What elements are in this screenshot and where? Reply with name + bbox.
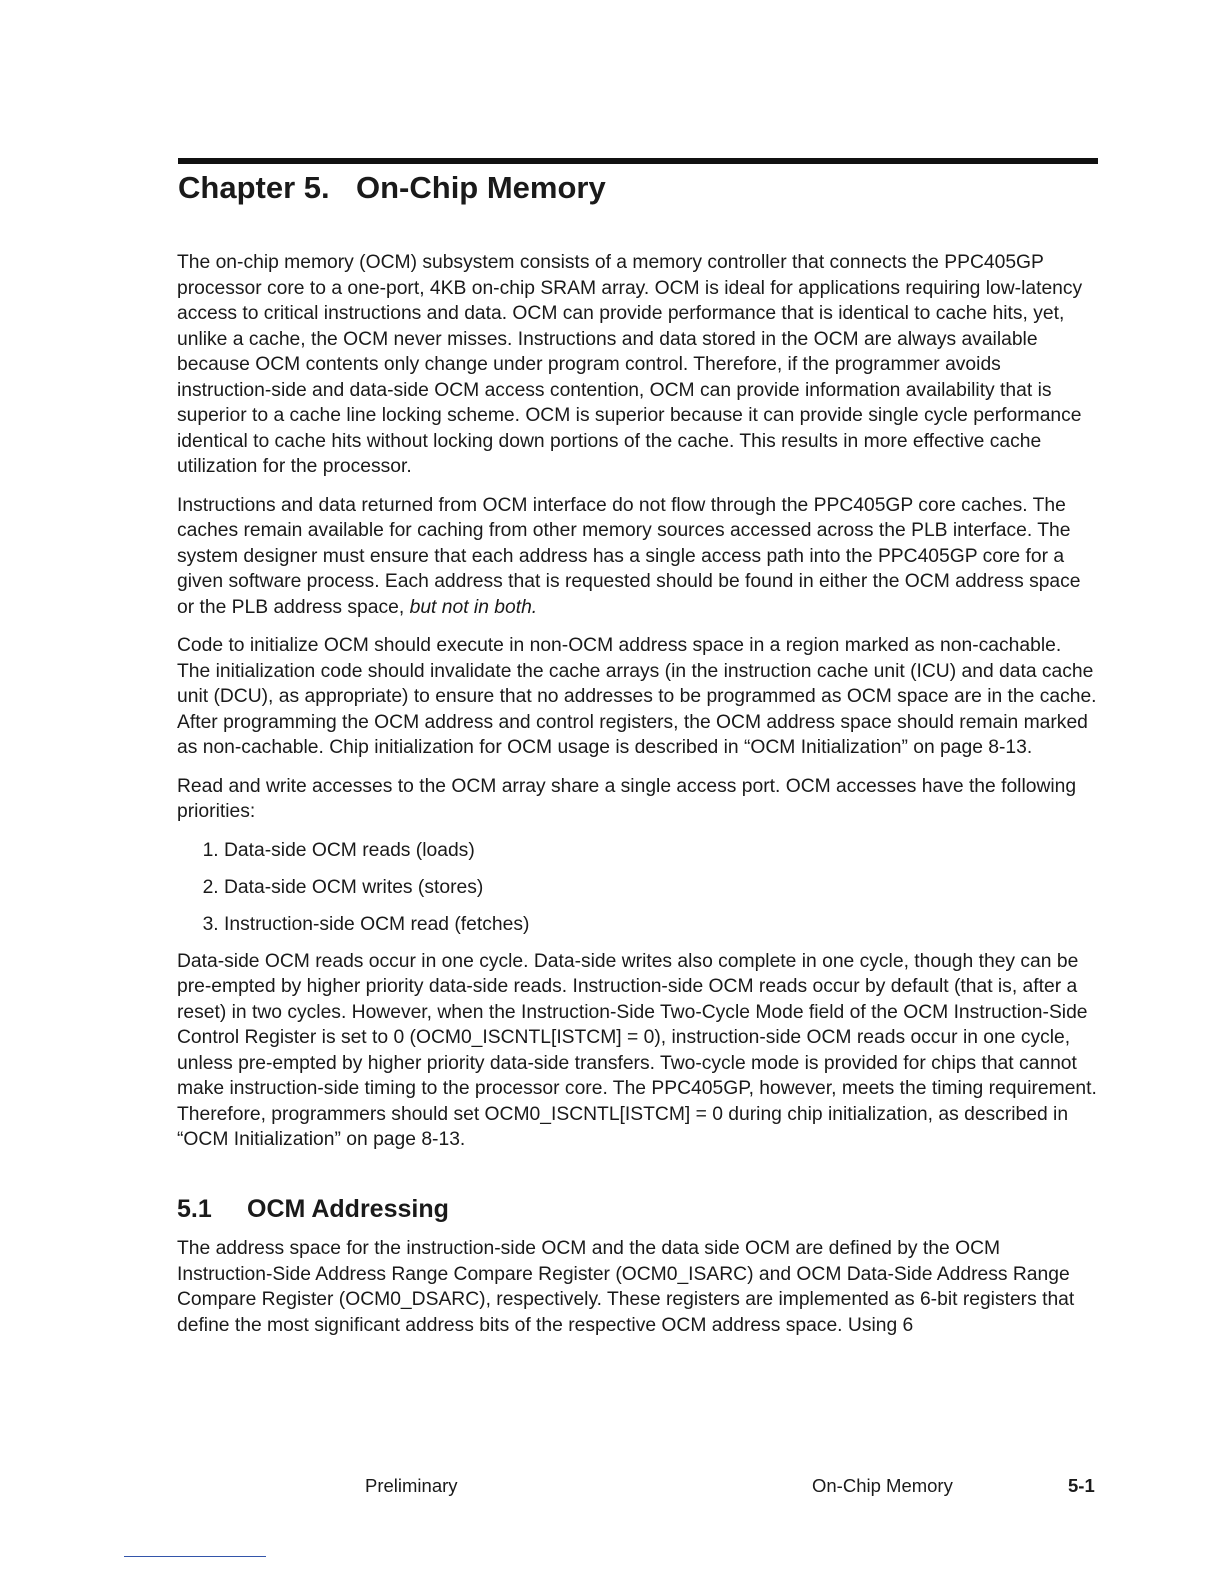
paragraph-initialization: Code to initialize OCM should execute in non-OCM address space in a region marked as non-cachable. The initialization code should invalidate the cache arrays (in the instruction cache unit (ICU) and data cache unit (DCU), as appropriate) to ensure that no addresses to be programmed as OCM space are in the cache. After programming the OCM address and control registers, the OCM address space should remain marked as non-cachable. Chip initialization for OCM usage is described in “OCM Initialization” on page 8-13. (177, 635, 1097, 758)
footer-status: Preliminary (365, 1475, 458, 1496)
chapter-name: On-Chip Memory (356, 170, 606, 205)
body-text (177, 250, 1099, 1351)
chapter-title (178, 170, 606, 206)
paragraph-caches-text: Instructions and data returned from OCM interface do not flow through the PPC405GP core caches. The caches remain available for caching from other memory sources accessed across the PLB interface. The system designer must ensure that each address has a single access path into the PPC405GP core for a given software process. Each address that is requested should be found in either the OCM address space or the PLB address space, (177, 494, 1081, 618)
section-number: 5.1 (177, 1194, 212, 1223)
footer-chapter-name: On-Chip Memory (812, 1475, 953, 1496)
section-heading (177, 1194, 1099, 1223)
list-item: 1. Data-side OCM reads (loads) (224, 838, 1099, 864)
page-number: 5-1 (1068, 1475, 1095, 1496)
footnote-rule (124, 1556, 266, 1557)
paragraph-intro: The on-chip memory (OCM) subsystem consists of a memory controller that connects the PPC405GP processor core to a one-port, 4KB on-chip SRAM array. OCM is ideal for applications requiring low-latency access to critical instructions and data. OCM can provide performance that is identical to cache hits, yet, unlike a cache, the OCM never misses. Instructions and data stored in the OCM are always available because OCM contents only change under program control. Therefore, if the programmer avoids instruction-side and data-side OCM access contention, OCM can provide information availability that is superior to a cache line locking scheme. OCM is superior because it can provide single cycle performance identical to cache hits without locking down portions of the cache. This results in more effective cache utilization for the processor. (177, 252, 1083, 477)
chapter-rule (178, 158, 1098, 164)
priority-list (177, 838, 1099, 938)
paragraph-caches (177, 493, 1099, 621)
paragraph-addressing: The address space for the instruction-side OCM and the data side OCM are defined by the OCM Instruction-Side Address Range Compare Register (OCM0_ISARC) and OCM Data-Side Address Range Compare Register (OCM0_DSARC), respectively. These registers are implemented as 6-bit registers that define the most significant address bits of the respective OCM address space. Using 6 (177, 1238, 1075, 1336)
list-item: 2. Data-side OCM writes (stores) (224, 875, 1099, 901)
paragraph-access-port: Read and write accesses to the OCM array share a single access port. OCM accesses have the following priorities: (177, 775, 1077, 822)
section-name: OCM Addressing (247, 1194, 449, 1223)
paragraph-timing: Data-side OCM reads occur in one cycle. Data-side writes also complete in one cycle, though they can be pre-empted by higher priority data-side reads. Instruction-side OCM reads occur by default (that is, after a reset) in two cycles. However, when the Instruction-Side Two-Cycle Mode field of the OCM Instruction-Side Control Register is set to 0 (OCM0_ISCNTL[ISTCM] = 0), instruction-side OCM reads occur in one cycle, unless pre-empted by higher priority data-side transfers. Two-cycle mode is provided for chips that cannot make instruction-side timing to the processor core. The PPC405GP, however, meets the timing requirement. Therefore, programmers should set OCM0_ISCNTL[ISTCM] = 0 during chip initialization, as described in “OCM Initialization” on page 8-13. (177, 950, 1097, 1150)
chapter-number: Chapter 5. (178, 170, 330, 205)
paragraph-caches-emphasis: but not in both. (409, 596, 538, 618)
list-item: 3. Instruction-side OCM read (fetches) (224, 912, 1099, 938)
